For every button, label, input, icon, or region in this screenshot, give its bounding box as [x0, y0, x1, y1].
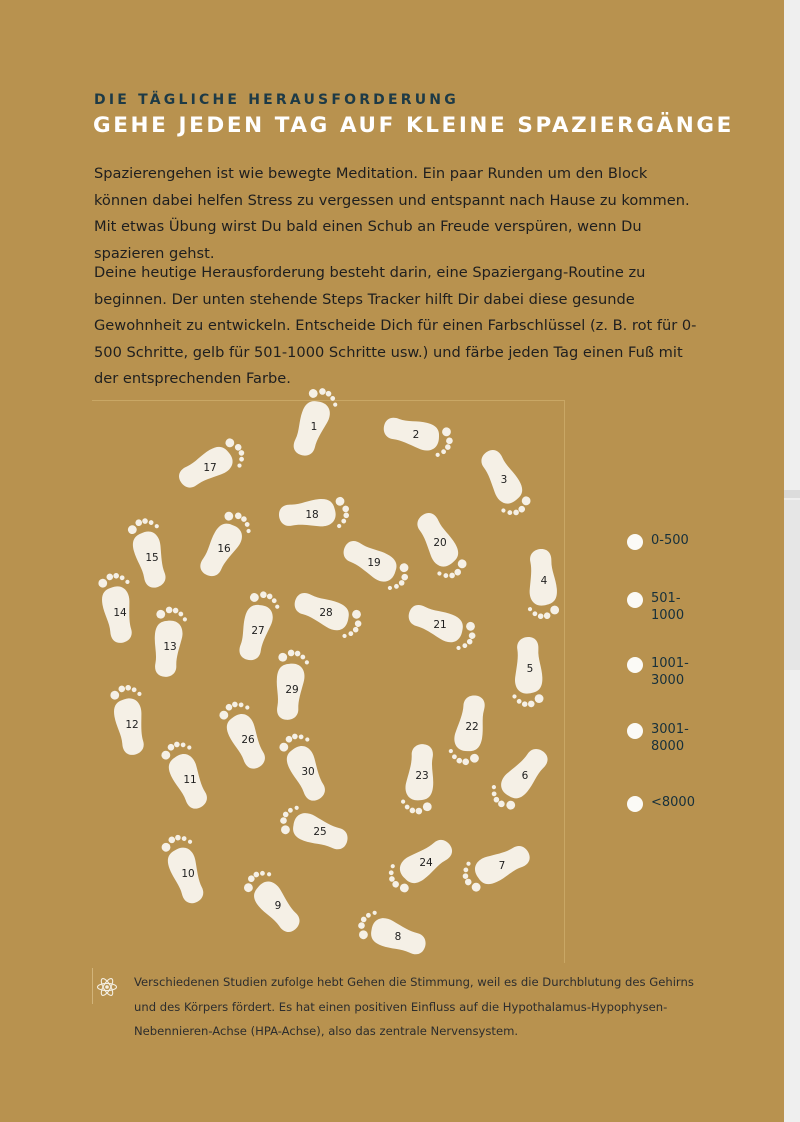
- legend-color-circle[interactable]: [627, 657, 643, 673]
- legend-label: 1001-3000: [651, 656, 689, 688]
- footprint-toe: [351, 609, 362, 620]
- footprint-day-number: 9: [274, 900, 282, 912]
- section-kicker: DIE TÄGLICHE HERAUSFORDERUNG: [94, 92, 459, 108]
- footprint-toe: [456, 757, 462, 763]
- footprint-toe: [469, 753, 479, 763]
- footprint-toe: [238, 456, 245, 463]
- footprint-toe: [398, 562, 410, 574]
- footprint-day-number: 4: [540, 575, 548, 587]
- footprint-toe: [245, 705, 251, 711]
- footprint-toe: [491, 790, 498, 797]
- footprint-toe: [135, 519, 143, 527]
- footprint-day-number: 19: [367, 557, 381, 569]
- footprint-toe: [330, 395, 336, 401]
- footprint-toe: [118, 685, 126, 693]
- footprint-toe: [325, 390, 332, 397]
- footprint-toe: [443, 572, 450, 579]
- legend-label: 3001-8000: [651, 722, 689, 754]
- footprint-toe: [160, 749, 172, 761]
- footprint-toe: [544, 612, 551, 619]
- footprint-toe: [259, 591, 267, 599]
- footprint-toe: [463, 867, 469, 873]
- footprint-toe: [354, 619, 363, 628]
- footprint-toe: [275, 604, 280, 609]
- page-title: GEHE JEDEN TAG AUF KLEINE SPAZIERGÄNGE: [93, 113, 734, 138]
- footprint-toe: [365, 912, 371, 918]
- footprint-toe: [437, 571, 443, 577]
- legend-label: 501-1000: [651, 591, 685, 623]
- legend-color-circle[interactable]: [627, 534, 643, 550]
- footprint-toe: [224, 437, 236, 449]
- footprint-toe: [154, 524, 159, 529]
- footprint-toe: [435, 452, 440, 457]
- footprint-toe: [166, 606, 173, 613]
- footprint-toe: [160, 842, 171, 853]
- footprint-toe: [308, 388, 319, 399]
- footprint-toe: [388, 869, 395, 876]
- footprint-toe: [465, 621, 476, 632]
- footprint-toe: [456, 645, 461, 650]
- footprint-toe: [342, 505, 349, 512]
- footprint-day-number: 25: [313, 826, 327, 838]
- footprint-toe: [462, 758, 470, 766]
- footprint-toe: [287, 807, 293, 813]
- challenge-paragraph: Deine heutige Herausforderung besteht darin, eine Spaziergang-Routine zu beginnen. Der unten stehende Steps Tracker hilft Dir dabei diese gesunde Gewohnheit zu entwickeln. Entscheide Dich für einen Farbschlüssel (z. B. rot für 0-500 Schritte, gelb für 501-1000 Schritte usw.) und färbe jeden Tag einen Fuß mit der entsprechenden Farbe.: [94, 264, 697, 387]
- legend-label: 0-500: [651, 533, 689, 548]
- footprint-toe: [318, 387, 326, 395]
- footprint-toe: [187, 839, 192, 844]
- legend-item: [627, 795, 711, 812]
- footprint-toe: [335, 497, 345, 507]
- footprint-toe: [357, 921, 365, 929]
- footprint-toe: [456, 558, 468, 570]
- footprint-toe: [470, 881, 482, 893]
- footprint-toe: [187, 745, 193, 751]
- footprint-toe: [348, 631, 354, 637]
- footprint-toe: [167, 743, 176, 752]
- footprint-toe: [444, 444, 451, 451]
- footprint-day-number: 1: [310, 421, 318, 433]
- footprint-day-number: 10: [181, 868, 195, 880]
- footprint-day-number: 16: [217, 543, 231, 555]
- footprint-toe: [98, 578, 108, 588]
- footprint-toe: [294, 805, 299, 810]
- footprint-toe: [156, 609, 166, 619]
- footprint-toe: [538, 613, 544, 619]
- footprint-toe: [360, 916, 367, 923]
- legend-color-circle[interactable]: [627, 592, 643, 608]
- legend-color-circle[interactable]: [627, 796, 643, 812]
- footprint-day-number: 30: [301, 766, 315, 778]
- footprint-toe: [110, 690, 120, 700]
- footprint-day-number: 2: [412, 429, 420, 441]
- footprint-day-number: 14: [113, 607, 127, 619]
- footprint-toe: [372, 910, 377, 915]
- footprint-toe: [441, 449, 447, 455]
- footprint-toe: [341, 518, 346, 523]
- footprint-toe: [181, 835, 187, 841]
- footprint-toe: [106, 573, 114, 581]
- footprint-day-number: 17: [203, 462, 217, 474]
- footprint-toe: [137, 691, 142, 696]
- footprint-toe: [259, 870, 266, 877]
- footprint-toe: [225, 703, 234, 712]
- footprint-toe: [125, 579, 130, 584]
- footprint-toe: [342, 633, 347, 638]
- footprint-day-number: 6: [521, 770, 529, 782]
- intro-paragraph: Spazierengehen ist wie bewegte Meditation. Ein paar Runden um den Block können dabei helfen Stress zu vergessen und entspannt nach Hause zu kommen. Mit etwas Übung wirst Du bald einen Schub an Freude verspüren, wenn Du spazieren gehst.: [94, 165, 690, 262]
- footprint-toe: [173, 607, 179, 613]
- footprint-toe: [282, 811, 289, 818]
- footprint-toe: [491, 784, 497, 790]
- footprint-day-number: 23: [415, 770, 429, 782]
- footprint-toe: [168, 836, 176, 844]
- footprint-toe: [148, 520, 154, 526]
- footprint-sole: [381, 413, 442, 453]
- footprint-day-number: 20: [433, 537, 447, 549]
- footprint-toe: [237, 463, 243, 469]
- footprint-toe: [398, 882, 410, 894]
- footprint-toe: [448, 749, 453, 754]
- footprint-toe: [295, 650, 301, 656]
- footprint-toe: [125, 685, 131, 691]
- info-note: Verschiedenen Studien zufolge hebt Gehen die Stimmung, weil es die Durchblutung des Gehirns und des Körpers fördert. Es hat einen positiven Einfluss auf die Hypothalamus-Hypophysen-Nebennieren-Achse (HPA-Achse), also das zentrale Nervensystem.: [134, 975, 694, 1038]
- footprint-toe: [535, 694, 544, 703]
- footprint-day-number: 27: [251, 625, 265, 637]
- footprint-toe: [532, 611, 537, 616]
- footprint-toe: [244, 521, 251, 528]
- info-divider: [92, 968, 93, 1004]
- footprint-day-number: 29: [285, 684, 299, 696]
- footprint-toe: [183, 617, 188, 622]
- footprint-toe: [180, 742, 186, 748]
- footprint-toe: [271, 598, 277, 604]
- legend-item: [627, 591, 711, 624]
- footprint-day-number: 15: [145, 552, 159, 564]
- footprint-toe: [113, 573, 119, 579]
- footprint-toe: [445, 437, 453, 445]
- footprint-toe: [285, 735, 294, 744]
- footprint-toe: [238, 702, 244, 708]
- legend-item: [627, 533, 711, 550]
- footprint-day-number: 5: [526, 663, 534, 675]
- footprint-toe: [305, 737, 311, 743]
- footprint-toe: [528, 607, 533, 612]
- footprint-toe: [242, 881, 254, 893]
- footprint-toe: [127, 524, 138, 535]
- legend-item: [627, 656, 711, 689]
- footprint-toe: [300, 654, 305, 659]
- footprint-toe: [333, 402, 338, 407]
- footprint-toe: [142, 518, 149, 525]
- footprint-toe: [131, 687, 137, 693]
- footprint-toe: [466, 638, 473, 645]
- footprint-toe: [550, 605, 560, 615]
- footprint-day-8[interactable]: [354, 907, 431, 960]
- footprint-day-number: 28: [319, 607, 333, 619]
- footprint-toe: [520, 495, 532, 507]
- footprint-day-number: 26: [241, 734, 255, 746]
- footprint-day-number: 3: [500, 474, 508, 486]
- footprint-toe: [441, 426, 452, 437]
- footprint-toe: [278, 741, 290, 753]
- footprint-toe: [409, 807, 415, 813]
- footprint-toe: [305, 660, 310, 665]
- legend-item: [627, 722, 711, 755]
- footprint-toe: [522, 701, 528, 707]
- footprint-toe: [266, 871, 272, 877]
- footprint-toe: [464, 878, 473, 887]
- footprint-day-number: 21: [433, 619, 447, 631]
- footprint-day-number: 11: [183, 774, 197, 786]
- footprint-toe: [528, 700, 535, 707]
- footprint-toe: [501, 508, 507, 514]
- footprint-toe: [507, 509, 514, 516]
- footprint-day-number: 7: [498, 860, 506, 872]
- footprint-toe: [512, 694, 516, 698]
- footprint-toe: [415, 807, 422, 814]
- footprint-toe: [298, 734, 304, 740]
- footprint-toe: [337, 524, 342, 529]
- footprint-day-number: 18: [305, 509, 319, 521]
- footprint-toe: [468, 631, 477, 640]
- footprint-toe: [343, 512, 349, 518]
- footprint-toe: [280, 824, 291, 835]
- footprint-day-number: 24: [419, 857, 433, 869]
- footprint-toe: [462, 643, 468, 649]
- footprint-toe: [223, 510, 235, 522]
- footprint-day-number: 8: [394, 931, 402, 943]
- footprint-day-number: 12: [125, 719, 139, 731]
- footprint-toe: [390, 863, 396, 869]
- footprint-toe: [505, 799, 517, 811]
- footprint-day-number: 13: [163, 641, 177, 653]
- footprint-toe: [405, 804, 410, 809]
- footprint-toe: [393, 583, 399, 589]
- atom-icon: [96, 976, 118, 998]
- footprint-toe: [246, 528, 252, 534]
- footprint-toe: [279, 816, 287, 824]
- footprint-toe: [422, 802, 432, 812]
- footprint-toe: [452, 754, 458, 760]
- footprint-day-7[interactable]: [457, 837, 534, 895]
- footprint-toe: [517, 699, 522, 704]
- footprint-toe: [466, 861, 472, 867]
- footprint-toe: [288, 649, 295, 656]
- legend-color-circle[interactable]: [627, 723, 643, 739]
- footprint-toe: [174, 834, 181, 841]
- footprint-toe: [266, 593, 273, 600]
- footprint-toe: [401, 799, 406, 804]
- footprint-toe: [119, 575, 125, 581]
- footprint-day-6[interactable]: [485, 741, 554, 815]
- footprint-toe: [249, 592, 260, 603]
- footprint-toe: [218, 709, 230, 721]
- footprint-toe: [387, 585, 393, 591]
- footprint-day-number: 22: [465, 721, 479, 733]
- footprint-toe: [278, 652, 288, 662]
- footprint-toe: [352, 626, 359, 633]
- footprint-toe: [358, 929, 369, 940]
- legend-label: <8000: [651, 795, 695, 810]
- footprint-toe: [178, 611, 183, 616]
